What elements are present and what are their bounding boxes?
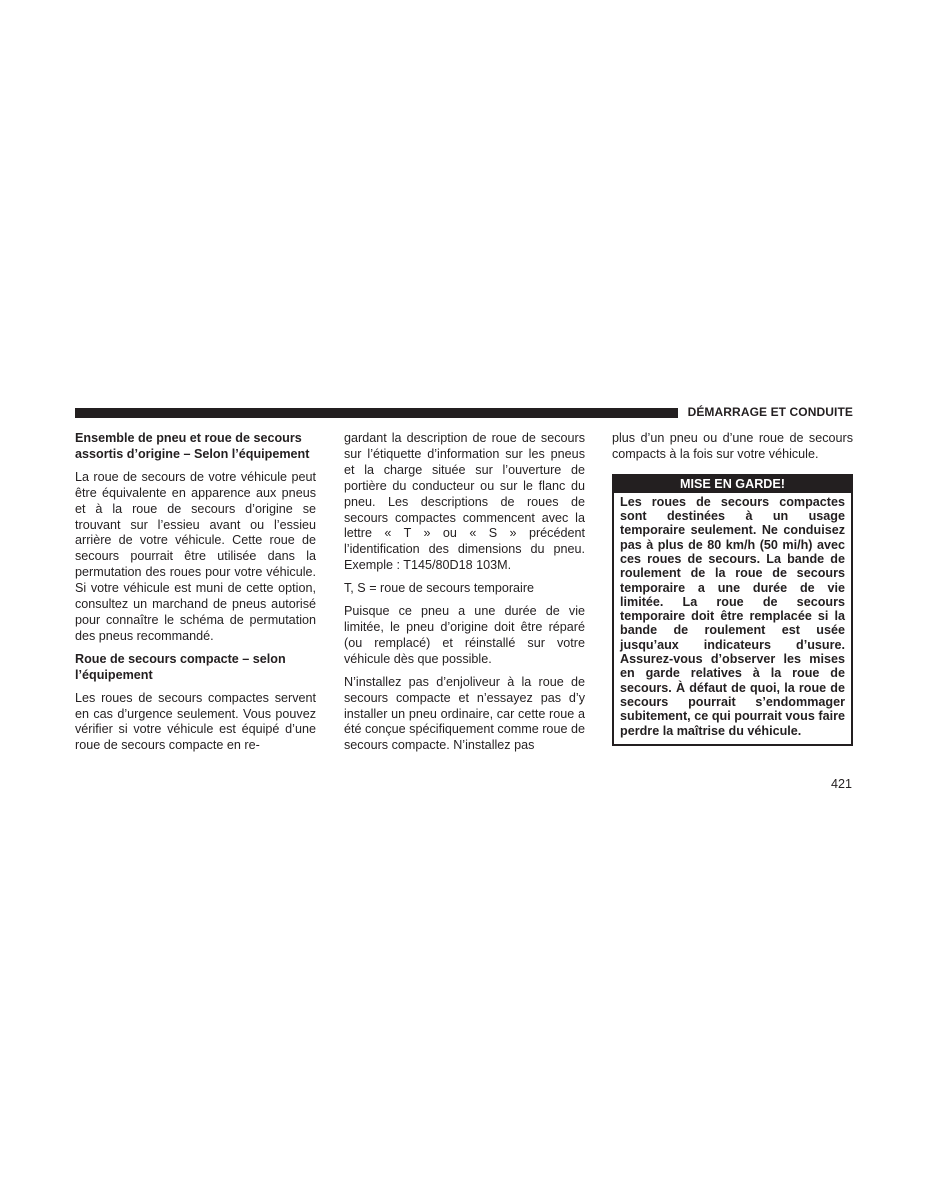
column-2	[344, 431, 585, 761]
warning-title: MISE EN GARDE!	[614, 476, 851, 493]
section-header-bar	[75, 408, 678, 418]
section-title: DÉMARRAGE ET CONDUITE	[687, 405, 853, 419]
column-3	[612, 431, 853, 746]
warning-box	[612, 474, 853, 746]
paragraph-limited-life: Puisque ce pneu a une durée de vie limitée, le pneu d’origine doit être réparé (ou remplacé) et réinstallé sur votre véhicule dès que possible.	[344, 604, 585, 666]
column-1	[75, 431, 316, 761]
paragraph-full-size-spare: La roue de secours de votre véhicule peut être équivalente en apparence aux pneus et à la roue de secours d’origine se trouvant sur l’essieu avant ou l’essieu arrière de votre véhicule. Cette roue de secours pourrait être utilisée dans la permutation des roues pour votre véhicule. Si votre véhicule est muni de cette option, consultez un marchand de pneus autorisé pour connaître le schéma de permutation des pneus recommandé.	[75, 469, 316, 643]
paragraph-temporary-spare-definition: T, S = roue de secours temporaire	[344, 581, 535, 596]
warning-text: Les roues de secours compactes sont destinées à un usage temporaire seulement. Ne conduisez pas à plus de 80 km/h (50 mi/h) avec ces roues de secours. La bande de roulement de la roue de secours temporaire a une durée de vie limitée. La roue de secours temporaire doit être remplacée si la bande de roulement est usée jusqu’aux indicateurs d’usure. Assurez-vous d’observer les mises en garde relatives à la roue de secours. À défaut de quoi, la roue de secours pourrait s’endommager subitement, ce qui pourrait vous faire perdre la maîtrise du véhicule.	[620, 494, 845, 738]
paragraph-one-compact-spare: plus d’un pneu ou d’une roue de secours compacts à la fois sur votre véhicule.	[612, 431, 853, 461]
paragraph-compact-spare-intro: Les roues de secours compactes servent en cas d’urgence seulement. Vous pouvez vérifier si votre véhicule est équipé d’une roue de secours compacte en re-	[75, 690, 316, 753]
paragraph-no-wheel-cover: N’installez pas d’enjoliveur à la roue de secours compacte et n’essayez pas d’y installer un pneu ordinaire, car cette roue a été conçue spécifiquement comme roue de secours compacte. N’installez pas	[344, 674, 585, 753]
heading-compact-spare: Roue de secours compacte – selon l’équipement	[75, 651, 286, 682]
page-number: 421	[830, 777, 852, 791]
paragraph-spare-description: gardant la description de roue de secours sur l’étiquette d’information sur les pneus et la charge située sur l’ouverture de portière du conducteur ou sur le flanc du pneu. Les descriptions de roues de secours compactes commencent avec la lettre « T » ou « S » précédent l’identification des dimensions du pneu. Exemple : T145/80D18 103M.	[344, 431, 585, 573]
heading-full-size-spare: Ensemble de pneu et roue de secours assortis d’origine – Selon l’équipement	[75, 431, 310, 461]
